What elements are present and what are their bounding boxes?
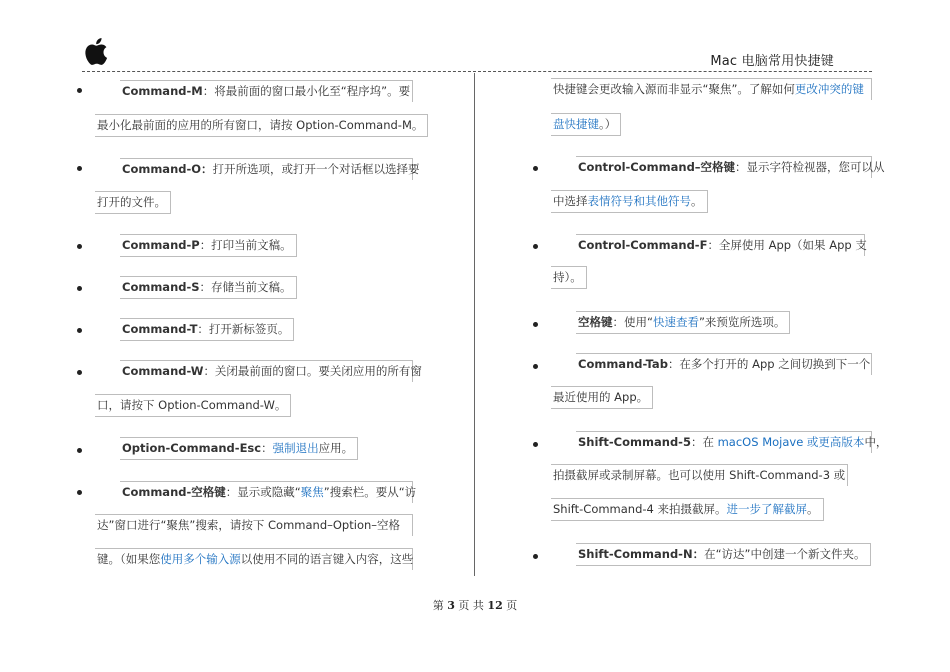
item-text: ：存储当前文稿。 <box>199 280 292 294</box>
shortcut-key: Command-T <box>122 322 198 336</box>
footer-text: 共 <box>472 599 484 612</box>
item-text: Shift-Command-4 来拍摄截屏。 <box>553 502 727 516</box>
item-text: 最小化最前面的应用的所有窗口，请按 Option-Command-M。 <box>97 118 424 132</box>
apple-logo-icon <box>82 36 108 66</box>
list-item <box>120 481 417 503</box>
list-item <box>120 234 297 257</box>
item-text: 以使用不同的语言键入内容，这些 <box>240 552 414 566</box>
list-item <box>576 156 885 178</box>
item-continuation <box>95 191 171 214</box>
shortcut-key: Command-Tab <box>578 357 668 371</box>
bullet <box>77 370 82 375</box>
macos-mojave-link[interactable]: macOS Mojave 或更高版本 <box>717 435 865 449</box>
shortcut-key: Command-O： <box>122 162 213 176</box>
list-item <box>576 431 888 453</box>
shortcut-key: Control-Command–空格键 <box>578 160 736 174</box>
item-text: 。） <box>599 117 617 131</box>
item-text: ：全屏使用 App（如果 App 支 <box>707 238 867 252</box>
page-number: 3 <box>447 599 455 612</box>
list-item <box>576 311 790 334</box>
list-item <box>120 158 420 180</box>
bullet <box>77 448 82 453</box>
list-item <box>576 234 865 256</box>
shortcut-key: 空格键 <box>578 315 613 329</box>
bullet <box>77 244 82 249</box>
item-text: ： <box>261 441 273 455</box>
shortcut-key: Command-M <box>122 84 203 98</box>
bullet <box>533 322 538 327</box>
total-pages: 12 <box>487 599 503 612</box>
item-text: ：在多个打开的 App 之间切换到下一个 <box>667 357 871 371</box>
item-text: ：打开新标签页。 <box>197 322 290 336</box>
list-item <box>120 276 297 299</box>
bullet <box>533 364 538 369</box>
emoji-symbols-link[interactable]: 表情符号和其他符号 <box>587 194 691 208</box>
item-text: 打开的文件。 <box>97 195 166 209</box>
change-shortcuts-link[interactable]: 更改冲突的键 <box>794 82 864 96</box>
column-divider <box>474 73 475 576</box>
item-continuation <box>551 113 621 136</box>
footer-text: 第 <box>432 599 444 612</box>
item-text: ：将最前面的窗口最小化至“程序坞”。要 <box>202 84 411 98</box>
list-item <box>120 318 294 341</box>
item-text: 持）。 <box>553 270 582 284</box>
bullet <box>533 554 538 559</box>
item-text: 键。（如果您 <box>97 552 161 566</box>
list-item <box>120 437 358 460</box>
item-text: 快捷键会更改输入源而非显示“聚焦”。了解如何 <box>553 82 795 96</box>
item-text: 在“访达”中创建一个新文件夹。 <box>704 547 866 561</box>
spotlight-link[interactable]: 聚焦 <box>300 485 324 499</box>
item-continuation <box>95 394 291 417</box>
item-text: 。 <box>807 502 819 516</box>
item-text: 最近使用的 App。 <box>553 390 649 404</box>
shortcut-key: Command-S <box>122 280 200 294</box>
footer-text: 页 <box>458 599 470 612</box>
item-continuation <box>95 548 413 570</box>
item-text: ：显示字符检视器，您可以从 <box>735 160 885 174</box>
header-divider <box>82 71 872 72</box>
learn-screenshots-link[interactable]: 进一步了解截屏 <box>726 502 808 516</box>
bullet <box>533 244 538 249</box>
bullet <box>77 166 82 171</box>
item-continuation <box>551 464 848 486</box>
item-text: 口，请按下 Option-Command-W。 <box>97 398 287 412</box>
bullet <box>533 442 538 447</box>
item-text: ：关闭最前面的窗口。要关闭应用的所有窗 <box>203 364 422 378</box>
item-text: 达”窗口进行“聚焦”搜索，请按下 Command–Option–空格 <box>97 518 401 532</box>
item-continuation <box>95 514 413 536</box>
item-text: ：显示或隐藏“ <box>225 485 301 499</box>
bullet <box>77 328 82 333</box>
force-quit-link[interactable]: 强制退出 <box>272 441 319 455</box>
list-item <box>120 360 422 382</box>
item-text: 拍摄截屏或录制屏幕。也可以使用 Shift-Command-3 或 <box>553 468 846 482</box>
bullet <box>77 88 82 93</box>
header-title: Mac 电脑常用快捷键 <box>710 54 834 69</box>
footer-text: 页 <box>506 599 518 612</box>
page-footer <box>0 597 950 613</box>
list-item <box>576 543 871 566</box>
bullet <box>77 286 82 291</box>
item-text: ：使用“ <box>612 315 653 329</box>
shortcut-key: Shift-Command-N： <box>578 547 705 561</box>
change-shortcuts-link-cont[interactable]: 盘快捷键 <box>553 117 599 131</box>
bullet <box>77 490 82 495</box>
shortcut-key: Command-P <box>122 238 200 252</box>
item-text: ：打印当前文稿。 <box>199 238 292 252</box>
item-text: ”搜索栏。要从“访 <box>323 485 417 499</box>
item-continuation <box>551 498 824 521</box>
item-text: 。 <box>691 194 703 208</box>
shortcut-key: Command-空格键 <box>122 485 226 499</box>
item-text: ”来预览所选项。 <box>698 315 786 329</box>
item-continuation <box>551 78 872 100</box>
item-text: 打开所选项，或打开一个对话框以选择要 <box>212 162 420 176</box>
shortcut-key: Option-Command-Esc <box>122 441 262 455</box>
list-item <box>576 353 872 375</box>
item-text: ：在 <box>690 435 718 449</box>
shortcut-key: Control-Command-F <box>578 238 708 252</box>
input-sources-link[interactable]: 使用多个输入源 <box>160 552 241 566</box>
item-text: 中选择 <box>553 194 588 208</box>
item-continuation <box>95 114 428 137</box>
shortcut-key: Shift-Command-5 <box>578 435 691 449</box>
list-item <box>120 80 413 102</box>
quick-look-link[interactable]: 快速查看 <box>652 315 699 329</box>
item-continuation <box>551 386 653 409</box>
item-text: 中， <box>864 435 888 449</box>
shortcut-key: Command-W <box>122 364 204 378</box>
bullet <box>533 166 538 171</box>
item-continuation <box>551 266 587 289</box>
item-text: 应用。 <box>318 441 354 455</box>
item-continuation <box>551 190 708 213</box>
